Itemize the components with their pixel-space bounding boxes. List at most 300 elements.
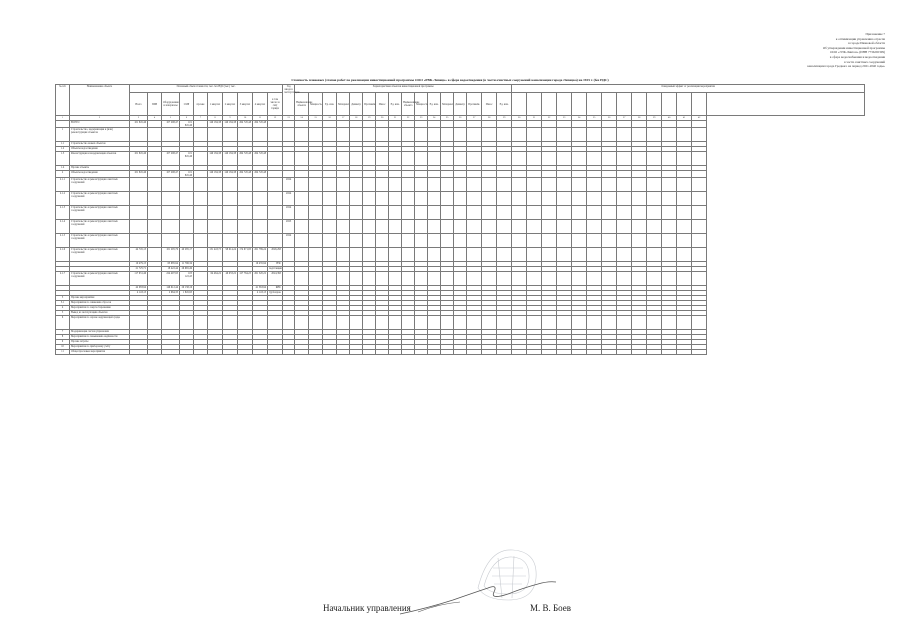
empty-cell	[295, 192, 309, 206]
investment-table-wrapper	[55, 84, 865, 355]
empty-cell	[415, 171, 428, 178]
value-smr: 105 122,45	[180, 272, 194, 286]
empty-cell	[295, 248, 309, 262]
empty-cell	[389, 234, 402, 248]
value-other	[194, 316, 208, 330]
column-header: 2 квартал	[223, 93, 238, 116]
column-header: Ед. изм.	[497, 93, 512, 116]
empty-cell	[402, 171, 415, 178]
empty-cell	[497, 171, 512, 178]
row-number	[56, 121, 70, 128]
column-number: 12	[268, 116, 283, 121]
empty-cell	[376, 350, 389, 355]
empty-cell	[441, 171, 454, 178]
value-equip: 107 298,47	[162, 152, 180, 166]
empty-cell	[402, 220, 415, 234]
empty-cell	[363, 152, 376, 166]
investment-table	[55, 84, 865, 355]
value-q2	[223, 192, 238, 206]
empty-cell	[602, 192, 617, 206]
column-number: 38	[632, 116, 647, 121]
value-smr	[180, 128, 194, 142]
empty-cell	[662, 234, 677, 248]
empty-cell	[692, 316, 707, 330]
empty-cell	[363, 206, 376, 220]
empty-cell	[632, 248, 647, 262]
empty-cell	[542, 316, 557, 330]
empty-cell	[647, 121, 662, 128]
value-q3: 174 671,85	[238, 248, 253, 262]
column-header: Ед. изм.	[389, 93, 402, 116]
empty-cell	[512, 234, 527, 248]
empty-cell	[662, 152, 677, 166]
value-year	[283, 128, 295, 142]
empty-cell	[527, 220, 542, 234]
value-smr: 101 845,46	[180, 121, 194, 128]
empty-cell	[415, 128, 428, 142]
empty-cell	[542, 206, 557, 220]
empty-cell	[527, 248, 542, 262]
empty-cell	[454, 234, 467, 248]
empty-cell	[662, 178, 677, 192]
value-q1: 131 443,75	[208, 248, 223, 262]
empty-cell	[323, 128, 337, 142]
empty-cell	[557, 171, 572, 178]
row-name: Объекты водоотведения	[70, 171, 130, 178]
empty-cell	[542, 121, 557, 128]
empty-cell	[692, 234, 707, 248]
row-number: 2.1.3	[56, 206, 70, 220]
empty-cell	[572, 152, 587, 166]
empty-cell	[295, 171, 309, 178]
row-name: Прочие мероприятия	[70, 296, 130, 301]
row-name: Строительство новых объектов	[70, 142, 130, 147]
empty-cell	[632, 350, 647, 355]
empty-cell	[617, 206, 632, 220]
empty-cell	[295, 234, 309, 248]
empty-cell	[363, 248, 376, 262]
row-number: 1.1	[56, 142, 70, 147]
empty-cell	[376, 121, 389, 128]
empty-cell	[557, 234, 572, 248]
empty-cell	[295, 350, 309, 355]
column-header: Материал	[337, 93, 350, 116]
empty-cell	[295, 272, 309, 286]
empty-cell	[454, 350, 467, 355]
empty-cell	[309, 171, 323, 178]
empty-cell	[363, 234, 376, 248]
value-q1	[208, 192, 223, 206]
column-header-empty	[677, 93, 692, 116]
column-number: 28	[482, 116, 497, 121]
empty-cell	[467, 192, 482, 206]
empty-cell	[632, 121, 647, 128]
value-equip: 2 964,35	[162, 291, 180, 296]
row-name: Строительство и реконструкция очистных сооружений	[70, 248, 130, 262]
row-number: 11	[56, 350, 70, 355]
empty-cell	[677, 272, 692, 286]
empty-cell	[441, 206, 454, 220]
empty-cell	[662, 350, 677, 355]
empty-cell	[692, 121, 707, 128]
empty-cell	[542, 128, 557, 142]
value-q2	[223, 350, 238, 355]
column-header-empty	[542, 93, 557, 116]
value-q4: 4 143,13	[253, 291, 268, 296]
column-header-empty	[527, 93, 542, 116]
value-tariff	[268, 350, 283, 355]
empty-cell	[295, 316, 309, 330]
empty-cell	[350, 152, 363, 166]
empty-cell	[512, 152, 527, 166]
value-year	[283, 152, 295, 166]
empty-cell	[415, 248, 428, 262]
empty-cell	[337, 192, 350, 206]
empty-cell	[677, 248, 692, 262]
row-number: 1.2	[56, 147, 70, 152]
value-total: 101 845,46	[130, 171, 148, 178]
column-number: 25	[441, 116, 454, 121]
column-number: 3	[130, 116, 148, 121]
value-tariff: трубопров.	[269, 291, 282, 294]
empty-cell	[617, 350, 632, 355]
empty-cell	[389, 316, 402, 330]
empty-cell	[363, 178, 376, 192]
column-number: 5	[162, 116, 180, 121]
value-equip	[162, 220, 180, 234]
empty-cell	[337, 220, 350, 234]
row-name: Строительство и реконструкция очистных сооружений	[70, 178, 130, 192]
column-number: 21	[389, 116, 402, 121]
column-number: 31	[527, 116, 542, 121]
value-other	[194, 272, 208, 286]
value-pir	[148, 350, 162, 355]
empty-cell	[647, 128, 662, 142]
table-row	[56, 234, 865, 248]
value-tariff: ВЗС	[268, 262, 283, 267]
value-smr	[180, 206, 194, 220]
empty-cell	[454, 192, 467, 206]
empty-cell	[376, 316, 389, 330]
value-total: 44 745,13	[130, 248, 148, 262]
empty-cell	[309, 128, 323, 142]
value-smr	[180, 178, 194, 192]
empty-cell	[557, 206, 572, 220]
empty-cell	[350, 128, 363, 142]
column-header-empty	[602, 93, 617, 116]
value-q3: 264 720,48	[238, 171, 253, 178]
empty-cell	[454, 206, 467, 220]
column-header: Мощность	[309, 93, 323, 116]
value-q2: 149 184,38	[223, 121, 238, 128]
row-name: Строительство и реконструкция очистных сооружений	[70, 206, 130, 220]
appendix-line: в части очистных сооружений	[844, 59, 885, 64]
empty-cell	[647, 316, 662, 330]
empty-cell	[309, 350, 323, 355]
value-q2	[223, 234, 238, 248]
empty-cell	[647, 178, 662, 192]
value-tariff	[268, 220, 283, 234]
empty-cell	[512, 220, 527, 234]
empty-cell	[415, 272, 428, 286]
value-q3: 264 720,48	[238, 152, 253, 166]
empty-cell	[692, 220, 707, 234]
value-q2: 46 933,22	[223, 272, 238, 286]
empty-cell	[376, 192, 389, 206]
empty-cell	[415, 220, 428, 234]
empty-cell	[497, 178, 512, 192]
column-header: Протяжён.	[467, 93, 482, 116]
value-q4: 41 363,94	[253, 286, 268, 291]
column-header-empty	[512, 93, 527, 116]
empty-cell	[647, 220, 662, 234]
value-q1	[208, 220, 223, 234]
empty-cell	[602, 272, 617, 286]
column-header-empty	[662, 93, 677, 116]
empty-cell	[337, 272, 350, 286]
empty-cell	[497, 220, 512, 234]
empty-cell	[572, 192, 587, 206]
empty-cell	[542, 171, 557, 178]
value-equip: 146 612,44	[162, 286, 180, 291]
empty-cell	[497, 192, 512, 206]
value-other	[194, 121, 208, 128]
empty-cell	[677, 171, 692, 178]
value-total	[130, 128, 148, 142]
empty-cell	[587, 121, 602, 128]
empty-cell	[389, 248, 402, 262]
value-equip	[162, 316, 180, 330]
row-name: Модернизация систем управления	[70, 330, 130, 335]
empty-cell	[441, 192, 454, 206]
value-q3	[238, 128, 253, 142]
empty-cell	[323, 272, 337, 286]
empty-cell	[428, 272, 441, 286]
value-equip: 107 298,47	[162, 121, 180, 128]
table-row	[56, 206, 865, 220]
empty-cell	[692, 128, 707, 142]
empty-cell	[647, 171, 662, 178]
value-q2	[223, 128, 238, 142]
empty-cell	[677, 121, 692, 128]
empty-cell	[441, 220, 454, 234]
value-total: 101 845,46	[130, 121, 148, 128]
empty-cell	[415, 316, 428, 330]
empty-cell	[428, 192, 441, 206]
empty-cell	[587, 128, 602, 142]
empty-cell	[402, 350, 415, 355]
empty-cell	[389, 272, 402, 286]
empty-cell	[617, 128, 632, 142]
empty-cell	[677, 128, 692, 142]
empty-cell	[350, 178, 363, 192]
value-total	[130, 178, 148, 192]
value-total: 101 845,46	[130, 152, 148, 166]
value-smr: 26 665,49	[180, 267, 194, 272]
empty-cell	[309, 272, 323, 286]
value-equip	[162, 206, 180, 220]
row-name: Мероприятия по повышению надёжности	[70, 335, 130, 340]
column-number: 11	[253, 116, 268, 121]
empty-cell	[527, 178, 542, 192]
value-smr	[180, 192, 194, 206]
header-chars: Характеристики объектов инвестиционной программы	[295, 85, 512, 93]
column-number: 15	[309, 116, 323, 121]
empty-cell	[402, 152, 415, 166]
value-q3	[238, 350, 253, 355]
empty-cell	[295, 121, 309, 128]
empty-cell	[617, 152, 632, 166]
empty-cell	[428, 171, 441, 178]
empty-cell	[512, 171, 527, 178]
value-q2: 98 914,24	[223, 248, 238, 262]
row-name: Вывод из эксплуатации объектов	[70, 311, 130, 316]
empty-cell	[295, 220, 309, 234]
value-q4: 264 720,48	[253, 171, 268, 178]
empty-cell	[454, 178, 467, 192]
empty-cell	[363, 272, 376, 286]
empty-cell	[692, 178, 707, 192]
empty-cell	[350, 121, 363, 128]
value-year	[283, 121, 295, 128]
empty-cell	[632, 234, 647, 248]
value-q2	[223, 316, 238, 330]
empty-cell	[482, 206, 497, 220]
row-number: 10	[56, 345, 70, 350]
value-smr	[180, 316, 194, 330]
empty-cell	[337, 350, 350, 355]
empty-cell	[350, 234, 363, 248]
table-row	[56, 272, 865, 286]
empty-cell	[467, 178, 482, 192]
column-number: 7	[194, 116, 208, 121]
value-q1: 149 184,38	[208, 121, 223, 128]
value-q1: 149 184,38	[208, 171, 223, 178]
empty-cell	[389, 171, 402, 178]
appendix-line: Приложение 7	[865, 32, 885, 36]
empty-cell	[363, 121, 376, 128]
empty-cell	[542, 248, 557, 262]
empty-cell	[415, 350, 428, 355]
column-number: 32	[542, 116, 557, 121]
appendix-line: ООО «ЭЭК-Лянтон» (ИНН 7736265309)	[830, 50, 885, 55]
empty-cell	[482, 272, 497, 286]
empty-cell	[602, 316, 617, 330]
empty-cell	[677, 350, 692, 355]
empty-cell	[587, 206, 602, 220]
empty-cell	[557, 152, 572, 166]
empty-cell	[482, 152, 497, 166]
table-row	[56, 171, 865, 178]
empty-cell	[572, 350, 587, 355]
row-number: 2	[56, 171, 70, 178]
value-q3: 127 764,25	[238, 272, 253, 286]
empty-cell	[647, 234, 662, 248]
empty-cell	[632, 220, 647, 234]
empty-cell	[647, 350, 662, 355]
empty-cell	[415, 234, 428, 248]
empty-cell	[428, 220, 441, 234]
empty-cell	[428, 350, 441, 355]
empty-cell	[428, 121, 441, 128]
empty-cell	[677, 220, 692, 234]
value-q4	[253, 350, 268, 355]
row-number: 9	[56, 340, 70, 345]
row-number: 4	[56, 306, 70, 311]
empty-cell	[497, 152, 512, 166]
row-name: Строительство и реконструкция очистных сооружений	[70, 272, 130, 286]
empty-cell	[482, 248, 497, 262]
column-number: 20	[376, 116, 389, 121]
value-smr	[180, 350, 194, 355]
value-q1: 149 184,38	[208, 152, 223, 166]
empty-cell	[497, 206, 512, 220]
empty-cell	[467, 152, 482, 166]
empty-cell	[376, 220, 389, 234]
empty-cell	[632, 128, 647, 142]
value-equip: 107 298,47	[162, 171, 180, 178]
column-number: 35	[587, 116, 602, 121]
empty-cell	[617, 272, 632, 286]
empty-cell	[527, 128, 542, 142]
value-q2: 149 184,38	[223, 171, 238, 178]
value-smr	[180, 220, 194, 234]
value-pir	[148, 152, 162, 166]
empty-cell	[402, 178, 415, 192]
empty-cell	[350, 171, 363, 178]
empty-cell	[647, 206, 662, 220]
value-total: 42 083,94	[130, 286, 148, 291]
empty-cell	[441, 316, 454, 330]
column-header: Наименование объекта	[402, 93, 415, 116]
empty-cell	[441, 248, 454, 262]
empty-cell	[587, 192, 602, 206]
value-tariff	[268, 121, 283, 128]
row-number: 8	[56, 335, 70, 340]
empty-cell	[337, 152, 350, 166]
column-header: в том числе за счёт тарифа	[268, 93, 283, 116]
value-tariff	[268, 152, 283, 166]
empty-cell	[323, 316, 337, 330]
row-number: 2.1.6	[56, 248, 70, 262]
empty-cell	[617, 192, 632, 206]
row-number: 3.1	[56, 301, 70, 306]
empty-cell	[309, 234, 323, 248]
empty-cell	[441, 350, 454, 355]
empty-cell	[662, 171, 677, 178]
value-tariff: КНС	[268, 286, 283, 291]
value-tariff	[268, 171, 283, 178]
empty-cell	[572, 171, 587, 178]
value-equip	[162, 234, 180, 248]
value-equip: 101 295,79	[162, 248, 180, 262]
value-other	[194, 206, 208, 220]
value-tariff	[268, 206, 283, 220]
empty-cell	[572, 128, 587, 142]
column-header-empty	[617, 93, 632, 116]
empty-cell	[632, 192, 647, 206]
empty-cell	[350, 350, 363, 355]
empty-cell	[587, 220, 602, 234]
empty-cell	[323, 220, 337, 234]
empty-cell	[389, 220, 402, 234]
column-header-empty	[632, 93, 647, 116]
value-pir	[148, 234, 162, 248]
signature-title: Начальник управления	[323, 603, 411, 613]
empty-cell	[376, 152, 389, 166]
row-number: 1.4	[56, 166, 70, 171]
value-q2	[223, 178, 238, 192]
